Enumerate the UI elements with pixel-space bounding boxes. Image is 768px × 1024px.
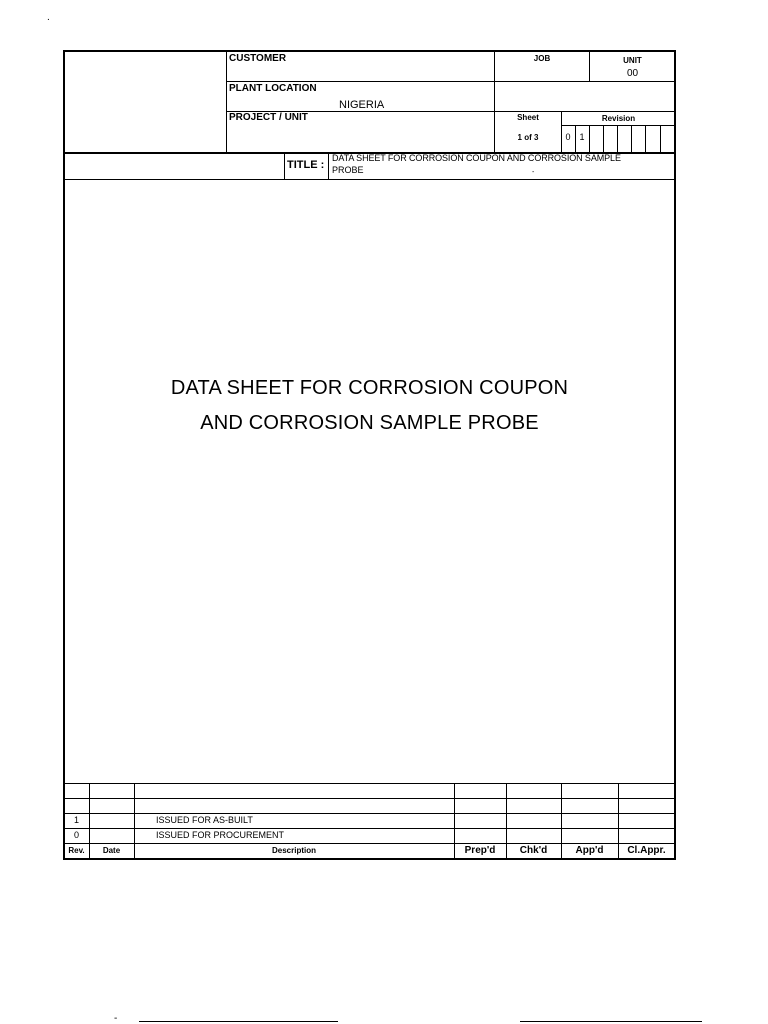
unit-label: UNIT bbox=[623, 56, 642, 65]
main-title-line-1: DATA SHEET FOR CORROSION COUPON bbox=[170, 377, 569, 399]
rev-cell: 0 bbox=[73, 830, 79, 840]
title-line-1: DATA SHEET FOR CORROSION COUPON AND CORROSION SAMPLE bbox=[332, 153, 621, 163]
sheet-value: 1 of 3 bbox=[517, 133, 539, 142]
footer-line-left bbox=[139, 1021, 338, 1022]
page-mark: . bbox=[47, 12, 50, 23]
header-date: Date bbox=[102, 846, 121, 855]
description-cell: ISSUED FOR PROCUREMENT bbox=[156, 830, 285, 840]
project-unit-label: PROJECT / UNIT bbox=[229, 112, 308, 123]
description-cell: ISSUED FOR AS-BUILT bbox=[156, 815, 253, 825]
header-rev: Rev. bbox=[68, 846, 85, 855]
main-title-line-2: AND CORROSION SAMPLE PROBE bbox=[200, 412, 539, 434]
rev-cell: 1 bbox=[73, 815, 79, 825]
plant-location-value: NIGERIA bbox=[339, 99, 385, 111]
stray-mark: - bbox=[532, 169, 535, 176]
title-label: TITLE : bbox=[287, 159, 325, 171]
job-label: JOB bbox=[533, 54, 551, 63]
customer-label: CUSTOMER bbox=[229, 53, 287, 64]
revision-digit: 1 bbox=[579, 132, 585, 142]
footer-line-right bbox=[520, 1021, 702, 1022]
unit-value: 00 bbox=[626, 68, 639, 79]
header-chkd: Chk'd bbox=[519, 845, 548, 856]
title-line-2: PROBE bbox=[332, 165, 364, 175]
header-clappr: Cl.Appr. bbox=[627, 845, 666, 856]
revision-label: Revision bbox=[601, 114, 636, 123]
header-description: Description bbox=[271, 846, 316, 855]
header-prepd: Prep'd bbox=[464, 845, 496, 856]
sheet-label: Sheet bbox=[517, 113, 539, 122]
plant-location-label: PLANT LOCATION bbox=[229, 83, 317, 94]
footer-dash: - bbox=[114, 1013, 118, 1024]
header-appd: App'd bbox=[575, 845, 604, 856]
revision-digit: 0 bbox=[565, 132, 571, 142]
sheet-frame bbox=[63, 50, 676, 860]
